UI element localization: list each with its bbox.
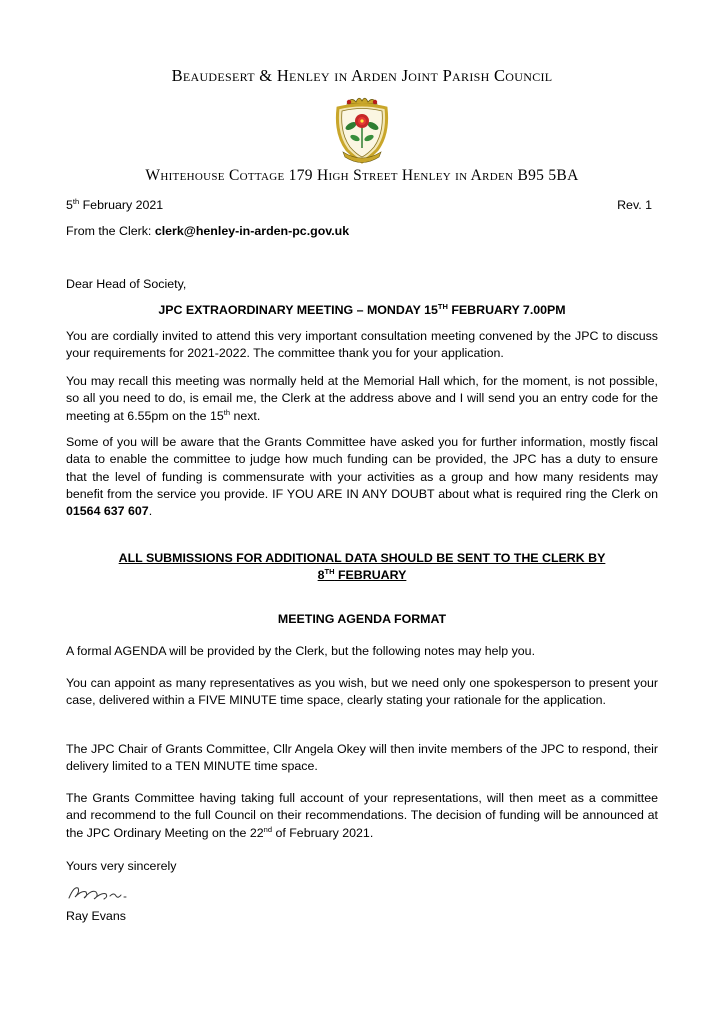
revision-label: Rev. 1 — [617, 198, 652, 212]
clerk-email-link[interactable]: clerk@henley-in-arden-pc.gov.uk — [154, 224, 350, 238]
paragraph-representatives: You can appoint as many representatives as you wish, but we need only one spokesperson to present your case, delivered within a FIVE MINUTE time space, clearly stating your rationale for the application. — [66, 676, 658, 708]
council-address: Whitehouse Cottage 179 High Street Henley in Arden B95 5BA — [145, 167, 579, 184]
paragraph-chair-response: The JPC Chair of Grants Committee, Cllr Angela Okey will then invite members of the JPC to respond, their delivery limited to a TEN MINUTE time space. — [66, 742, 658, 774]
clerk-phone-number: 01564 637 607 — [66, 504, 149, 519]
letter-date: 5th February 2021 — [66, 197, 164, 212]
paragraph-invitation: You are cordially invited to attend this very important consultation meeting convened by the JPC to discuss your requirements for 2021-2022. The committee thank you for your application. — [66, 329, 658, 361]
paragraph-meeting-location: You may recall this meeting was normally held at the Memorial Hall which, for the moment, is not possible, so all you need to do, is email me, the Clerk at the address above and I will send you an entry code for the meeting at 6.55pm on the 15th next. — [66, 374, 658, 423]
valediction: Yours very sincerely — [66, 859, 177, 873]
agenda-heading: MEETING AGENDA FORMAT — [277, 612, 447, 626]
submission-notice-line-1: ALL SUBMISSIONS FOR ADDITIONAL DATA SHOULD BE SENT TO THE CLERK BY — [118, 551, 606, 565]
from-line — [66, 224, 349, 239]
paragraph-agenda-note: A formal AGENDA will be provided by the Clerk, but the following notes may help you. — [66, 644, 536, 658]
salutation: Dear Head of Society, — [66, 277, 187, 291]
council-crest-logo — [329, 94, 395, 166]
council-name: Beaudesert & Henley in Arden Joint Parish Council — [171, 66, 553, 85]
handwritten-signature — [66, 880, 136, 904]
paragraph-grants-info: Some of you will be aware that the Grants Committee have asked you for further information, mostly fiscal data to enable the committee to judge how much funding can be provided, the JPC has a duty to ensure that the level of funding is commensurate with your activities as a group and how many residents may benefit from the service you provide. IF YOU ARE IN ANY DOUBT about what is required ring the Clerk on 01564 637 607. — [66, 435, 658, 519]
signatory-name: Ray Evans — [66, 909, 126, 923]
from-label: From the Clerk: — [66, 224, 155, 238]
paragraph-decision: The Grants Committee having taking full account of your representations, will then meet as a committee and recommend to the full Council on their recommendations. The decision of funding will be announced at the JPC Ordinary Meeting on the 22nd of February 2021. — [66, 791, 658, 840]
meeting-heading: JPC EXTRAORDINARY MEETING – MONDAY 15TH FEBRUARY 7.00PM — [158, 302, 566, 317]
submission-notice-line-2: 8TH FEBRUARY — [317, 567, 407, 582]
